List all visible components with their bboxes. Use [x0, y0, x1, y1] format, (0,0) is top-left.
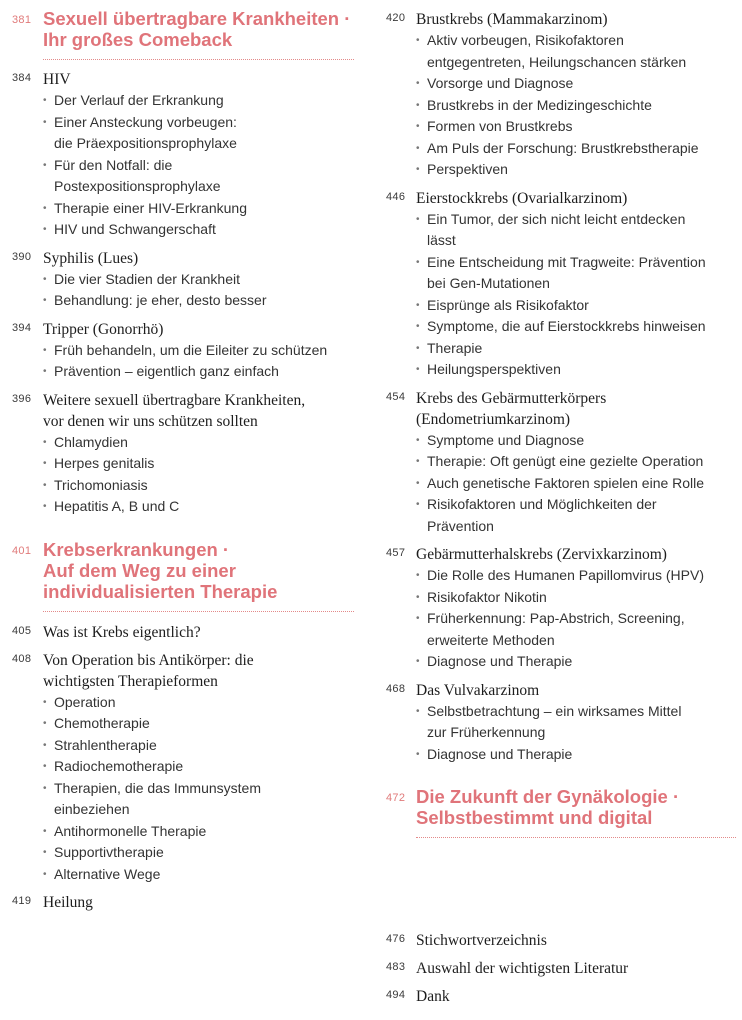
subtopic-item[interactable]: • Eine Entscheidung mit Tragweite: Prävention bei Gen-Mutationen: [416, 252, 742, 295]
page-number: 419: [12, 895, 32, 907]
subtopic-item[interactable]: • Diagnose und Therapie: [416, 744, 742, 766]
toc-section[interactable]: [0, 8, 360, 60]
subtopic-item[interactable]: • Heilungsperspektiven: [416, 359, 742, 381]
subtopic-item[interactable]: • Risikofaktoren und Möglichkeiten der Prävention: [416, 494, 742, 537]
chapter-title: Von Operation bis Antikörper: die wichtigsten Therapieformen: [43, 651, 254, 690]
toc-chapter-eierstockkrebs[interactable]: [384, 188, 742, 381]
subtopic-list: [43, 269, 360, 312]
page-number: 468: [386, 682, 406, 695]
subtopic-item[interactable]: • Herpes genitalis: [43, 453, 360, 475]
subtopic-list: [416, 209, 742, 381]
chapter-title: Stichwortverzeichnis: [416, 932, 547, 949]
page-number: 401: [12, 544, 32, 557]
subtopic-list: [416, 30, 742, 181]
subtopic-item[interactable]: • Früherkennung: Pap-Abstrich, Screening, erweiterte Methoden: [416, 608, 742, 651]
subtopic-item[interactable]: • Chemotherapie: [43, 713, 360, 735]
subtopic-item[interactable]: • Perspektiven: [416, 159, 742, 181]
toc-chapter-syphilis[interactable]: [0, 248, 360, 312]
page-number: 408: [12, 652, 32, 665]
subtopic-item[interactable]: • Die Rolle des Humanen Papillomvirus (HPV): [416, 565, 742, 587]
subtopic-item[interactable]: • Symptome, die auf Eierstockkrebs hinweisen: [416, 316, 742, 338]
subtopic-list: [416, 701, 742, 766]
subtopic-item[interactable]: • Auch genetische Faktoren spielen eine Rolle: [416, 473, 742, 495]
subtopic-item[interactable]: • Behandlung: je eher, desto besser: [43, 290, 360, 312]
toc-chapter-brustkrebs[interactable]: [384, 9, 742, 181]
chapter-title: Tripper (Gonorrhö): [43, 320, 164, 338]
subtopic-item[interactable]: • Therapie: [416, 338, 742, 360]
subtopic-list: [416, 565, 742, 673]
subtopic-list: [416, 430, 742, 538]
chapter-title: Dank: [416, 988, 450, 1005]
subtopic-item[interactable]: • Die vier Stadien der Krankheit: [43, 269, 360, 291]
subtopic-list: [43, 432, 360, 518]
subtopic-list: [43, 340, 360, 383]
toc-chapter-tripper[interactable]: [0, 319, 360, 383]
chapter-title: Auswahl der wichtigsten Literatur: [416, 960, 629, 977]
subtopic-item[interactable]: • Supportivtherapie: [43, 842, 360, 864]
chapter-title: Krebs des Gebärmutterkörpers (Endometriumkarzinom): [416, 389, 607, 428]
dotted-divider: [43, 611, 354, 612]
toc-section[interactable]: [0, 539, 360, 612]
page-number: 384: [12, 72, 32, 84]
subtopic-item[interactable]: • Prävention – eigentlich ganz einfach: [43, 361, 360, 383]
page-number: 454: [386, 390, 406, 403]
page-number: 476: [386, 933, 406, 945]
toc-chapter-therapieformen[interactable]: [0, 650, 360, 886]
toc-chapter-heilung[interactable]: [0, 892, 360, 913]
toc-chapter-gebaermutterhalskrebs[interactable]: [384, 544, 742, 673]
subtopic-item[interactable]: • Am Puls der Forschung: Brustkrebstherapie: [416, 138, 742, 160]
toc-right-column: [384, 0, 742, 1007]
chapter-title: Weitere sexuell übertragbare Krankheiten, vor denen wir uns schützen sollten: [43, 391, 306, 430]
page-number: 457: [386, 547, 406, 559]
section-title: Die Zukunft der Gynäkologie · Selbstbestimmt und digital: [416, 786, 680, 828]
subtopic-item[interactable]: • Vorsorge und Diagnose: [416, 73, 742, 95]
chapter-title: HIV: [43, 71, 71, 88]
toc-appendix-stichwortverzeichnis[interactable]: [384, 930, 742, 951]
toc-appendix: [384, 930, 742, 1007]
toc-chapter-vulvakarzinom[interactable]: [384, 680, 742, 766]
subtopic-item[interactable]: • Alternative Wege: [43, 864, 360, 886]
toc-section[interactable]: [384, 786, 742, 838]
subtopic-item[interactable]: • Hepatitis A, B und C: [43, 496, 360, 518]
subtopic-item[interactable]: • Chlamydien: [43, 432, 360, 454]
subtopic-item[interactable]: • Strahlentherapie: [43, 735, 360, 757]
dotted-divider: [416, 837, 736, 838]
section-title: Sexuell übertragbare Krankheiten · Ihr großes Comeback: [43, 8, 351, 50]
page-number: 396: [12, 392, 32, 405]
subtopic-item[interactable]: • Operation: [43, 692, 360, 714]
toc-appendix-literatur[interactable]: [384, 958, 742, 979]
section-title: Krebserkrankungen · Auf dem Weg zu einer individualisierten Therapie: [43, 538, 278, 602]
toc-left-column: [0, 0, 360, 913]
subtopic-item[interactable]: • Therapien, die das Immunsystem einbeziehen: [43, 778, 360, 821]
subtopic-list: [43, 90, 360, 241]
subtopic-item[interactable]: • Der Verlauf der Erkrankung: [43, 90, 360, 112]
page-number: 472: [386, 792, 406, 804]
page-number: 483: [386, 961, 406, 973]
page-number: 420: [386, 12, 406, 24]
page-number: 405: [12, 624, 32, 637]
subtopic-item[interactable]: • Risikofaktor Nikotin: [416, 587, 742, 609]
subtopic-item[interactable]: • Aktiv vorbeugen, Risikofaktoren entgegentreten, Heilungschancen stärken: [416, 30, 742, 73]
subtopic-item[interactable]: • Formen von Brustkrebs: [416, 116, 742, 138]
page-number: 446: [386, 190, 406, 203]
subtopic-item[interactable]: • Therapie einer HIV-Erkrankung: [43, 198, 360, 220]
chapter-title: Eierstockkrebs (Ovarialkarzinom): [416, 189, 628, 207]
subtopic-item[interactable]: • Radiochemotherapie: [43, 756, 360, 778]
subtopic-item[interactable]: • Symptome und Diagnose: [416, 430, 742, 452]
chapter-title: Das Vulvakarzinom: [416, 681, 540, 699]
subtopic-item[interactable]: • Früh behandeln, um die Eileiter zu schützen: [43, 340, 360, 362]
chapter-title: Brustkrebs (Mammakarzinom): [416, 11, 608, 28]
chapter-title: Gebärmutterhalskrebs (Zervixkarzinom): [416, 546, 667, 563]
toc-chapter-weitere-sti[interactable]: [0, 390, 360, 518]
subtopic-item[interactable]: • Einer Ansteckung vorbeugen: die Präexpositionsprophylaxe: [43, 112, 360, 155]
subtopic-item[interactable]: • Therapie: Oft genügt eine gezielte Operation: [416, 451, 742, 473]
subtopic-item[interactable]: • Antihormonelle Therapie: [43, 821, 360, 843]
subtopic-item[interactable]: • Selbstbetrachtung – ein wirksames Mittel zur Früherkennung: [416, 701, 742, 744]
toc-chapter-hiv[interactable]: [0, 69, 360, 241]
chapter-title: Heilung: [43, 894, 93, 911]
chapter-title: Was ist Krebs eigentlich?: [43, 623, 201, 641]
chapter-title: Syphilis (Lues): [43, 249, 139, 267]
toc-appendix-dank[interactable]: [384, 986, 742, 1007]
page-number: 494: [386, 989, 406, 1001]
page-number: 394: [12, 321, 32, 334]
dotted-divider: [43, 59, 354, 60]
toc-chapter-gebaermutterkoerper[interactable]: [384, 388, 742, 538]
subtopic-item[interactable]: • HIV und Schwangerschaft: [43, 219, 360, 241]
page-number: 381: [12, 14, 32, 26]
subtopic-item[interactable]: • Diagnose und Therapie: [416, 651, 742, 673]
subtopic-item[interactable]: • Eisprünge als Risikofaktor: [416, 295, 742, 317]
subtopic-item[interactable]: • Brustkrebs in der Medizingeschichte: [416, 95, 742, 117]
page-number: 390: [12, 250, 32, 263]
subtopic-list: [43, 692, 360, 886]
subtopic-item[interactable]: • Trichomoniasis: [43, 475, 360, 497]
subtopic-item[interactable]: • Ein Tumor, der sich nicht leicht entdecken lässt: [416, 209, 742, 252]
toc-chapter-was-ist-krebs[interactable]: [0, 622, 360, 643]
subtopic-item[interactable]: • Für den Notfall: die Postexpositionsprophylaxe: [43, 155, 360, 198]
